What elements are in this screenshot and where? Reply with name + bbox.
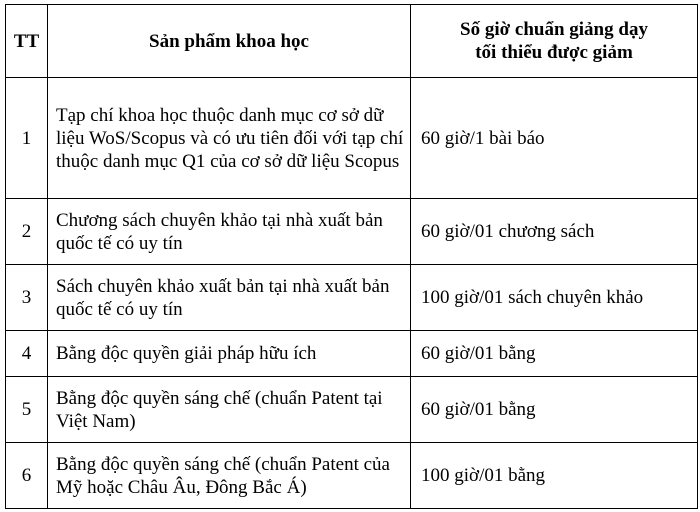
table-row	[6, 78, 698, 199]
row-hours: 60 giờ/01 bằng	[411, 331, 698, 377]
row-product: Tạp chí khoa học thuộc danh mục cơ sở dữ liệu WoS/Scopus và có ưu tiên đối với tạp chí thuộc danh mục Q1 của cơ sở dữ liệu Scopus	[48, 78, 411, 199]
row-number: 2	[6, 199, 48, 265]
row-product: Sách chuyên khảo xuất bản tại nhà xuất bản quốc tế có uy tín	[48, 265, 411, 331]
row-product: Chương sách chuyên khảo tại nhà xuất bản quốc tế có uy tín	[48, 199, 411, 265]
header-tt: TT	[6, 5, 48, 78]
row-product: Bằng độc quyền sáng chế (chuẩn Patent tại Việt Nam)	[48, 377, 411, 443]
row-product: Bằng độc quyền sáng chế (chuẩn Patent của Mỹ hoặc Châu Âu, Đông Bắc Á)	[48, 443, 411, 509]
header-hours	[411, 5, 698, 78]
row-product: Bằng độc quyền giải pháp hữu ích	[48, 331, 411, 377]
row-hours: 60 giờ/1 bài báo	[411, 78, 698, 199]
table-row	[6, 265, 698, 331]
row-number: 6	[6, 443, 48, 509]
header-hours-line2: tối thiểu được giảm	[475, 42, 633, 63]
table-row	[6, 377, 698, 443]
row-hours: 100 giờ/01 bằng	[411, 443, 698, 509]
science-products-table	[5, 4, 698, 509]
header-hours-line1: Số giờ chuẩn giảng dạy	[460, 19, 648, 40]
row-hours: 60 giờ/01 chương sách	[411, 199, 698, 265]
table-header-row	[6, 5, 698, 78]
row-number: 3	[6, 265, 48, 331]
table-row	[6, 443, 698, 509]
row-hours: 100 giờ/01 sách chuyên khảo	[411, 265, 698, 331]
table-row	[6, 331, 698, 377]
table-row	[6, 199, 698, 265]
header-product: Sản phẩm khoa học	[48, 5, 411, 78]
row-number: 1	[6, 78, 48, 199]
row-number: 4	[6, 331, 48, 377]
row-number: 5	[6, 377, 48, 443]
row-hours: 60 giờ/01 bằng	[411, 377, 698, 443]
